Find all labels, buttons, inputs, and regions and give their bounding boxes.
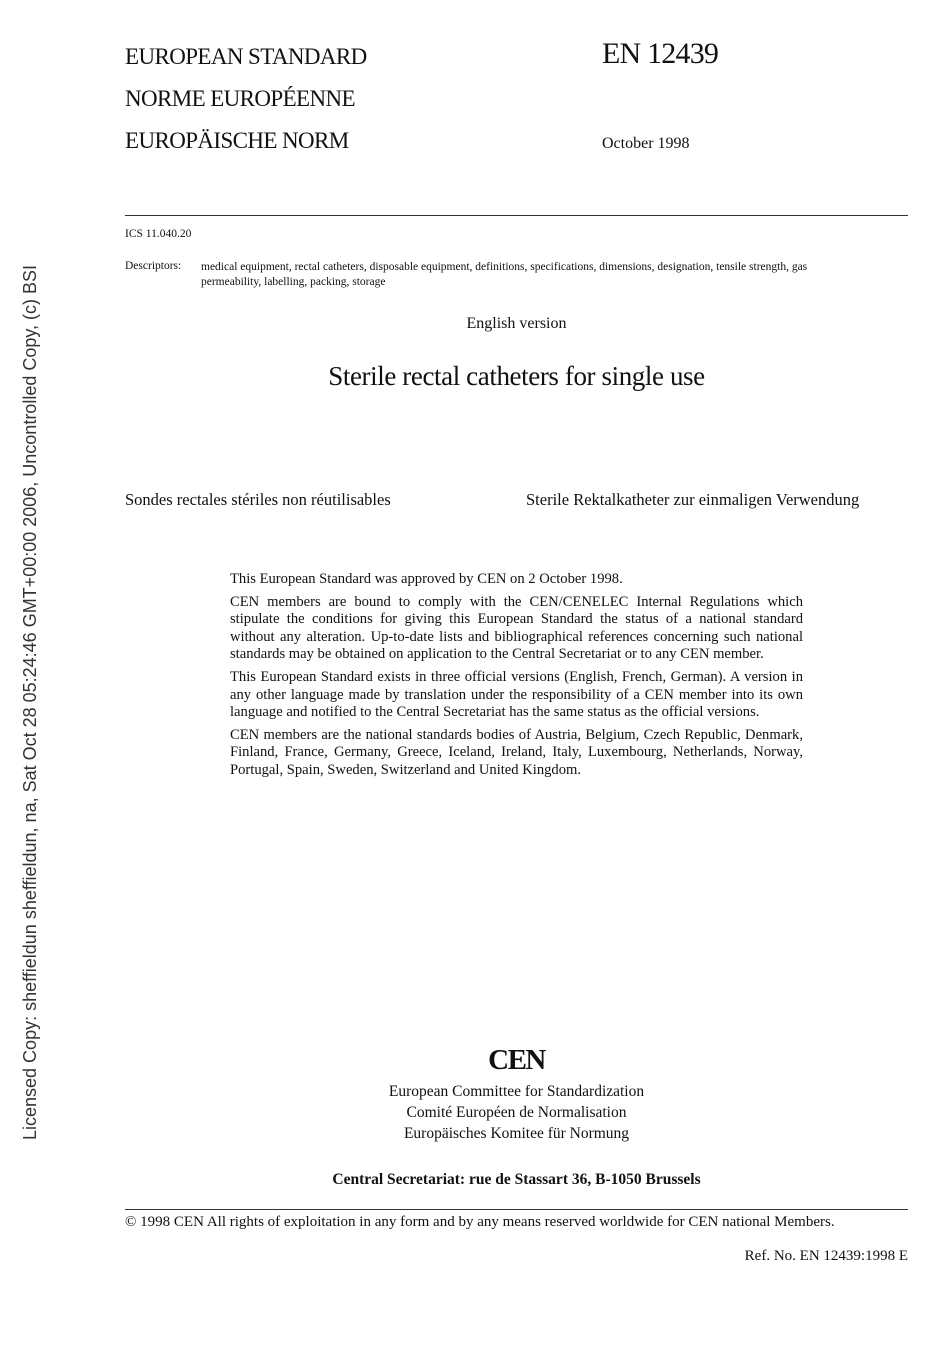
title-french: Sondes rectales stériles non réutilisables	[125, 490, 391, 509]
ics-code: ICS 11.040.20	[125, 228, 192, 240]
approval-paragraph: This European Standard was approved by CEN on 2 October 1998.	[230, 571, 623, 587]
members-paragraph: CEN members are the national standards bodies of Austria, Belgium, Czech Republic, Denmark, Finland, France, Germany, Greece, Iceland, Ireland, Italy, Luxembourg, Netherlands, Norway, Portugal, Spain, Sweden, Switzerland and United Kingdom.	[230, 726, 803, 778]
standard-label-en: EUROPEAN STANDARD	[125, 44, 367, 69]
document-title: Sterile rectal catheters for single use	[328, 361, 705, 391]
title-german: Sterile Rektalkatheter zur einmaligen Verwendung	[526, 490, 860, 509]
approval-statement	[230, 571, 803, 785]
license-watermark: Licensed Copy: sheffieldun sheffieldun, na, Sat Oct 28 05:24:46 GMT+00:00 2006, Uncontrolled Copy, (c) BSI	[20, 264, 40, 1140]
descriptors-text: medical equipment, rectal catheters, disposable equipment, definitions, specifications, dimensions, designation, tensile strength, gas permeability, labelling, packing, storage	[201, 261, 808, 288]
org-name-de: Europäisches Komitee für Normung	[403, 1125, 630, 1142]
org-name-fr: Comité Européen de Normalisation	[406, 1104, 627, 1121]
standard-label-fr: NORME EUROPÉENNE	[125, 86, 355, 111]
reference-number: Ref. No. EN 12439:1998 E	[744, 1248, 908, 1264]
header-divider	[125, 215, 908, 216]
org-name-en: European Committee for Standardization	[388, 1083, 645, 1100]
footer-divider	[125, 1209, 908, 1210]
copyright-notice: © 1998 CEN All rights of exploitation in any form and by any means reserved worldwide for CEN national Members.	[125, 1214, 835, 1230]
version-label: English version	[466, 315, 567, 332]
descriptors-label: Descriptors:	[125, 260, 182, 272]
secretariat-address: Central Secretariat: rue de Stassart 36, B-1050 Brussels	[332, 1171, 701, 1188]
standard-label-de: EUROPÄISCHE NORM	[125, 128, 349, 153]
cen-logo: CEN	[488, 1044, 545, 1076]
publication-date: October 1998	[602, 135, 690, 152]
versions-paragraph: This European Standard exists in three official versions (English, French, German). A version in any other language made by translation under the responsibility of a CEN member into its own language and notified to the Central Secretariat has the same status as the official versions.	[230, 668, 803, 721]
compliance-paragraph: CEN members are bound to comply with the CEN/CENELEC Internal Regulations which stipulate the conditions for giving this European Standard the status of a national standard without any alteration. Up-to-date lists and bibliographical references concerning such national standards may be obtained on application to the Central Secretariat or to any CEN member.	[230, 593, 803, 663]
standard-number: EN 12439	[602, 37, 719, 70]
